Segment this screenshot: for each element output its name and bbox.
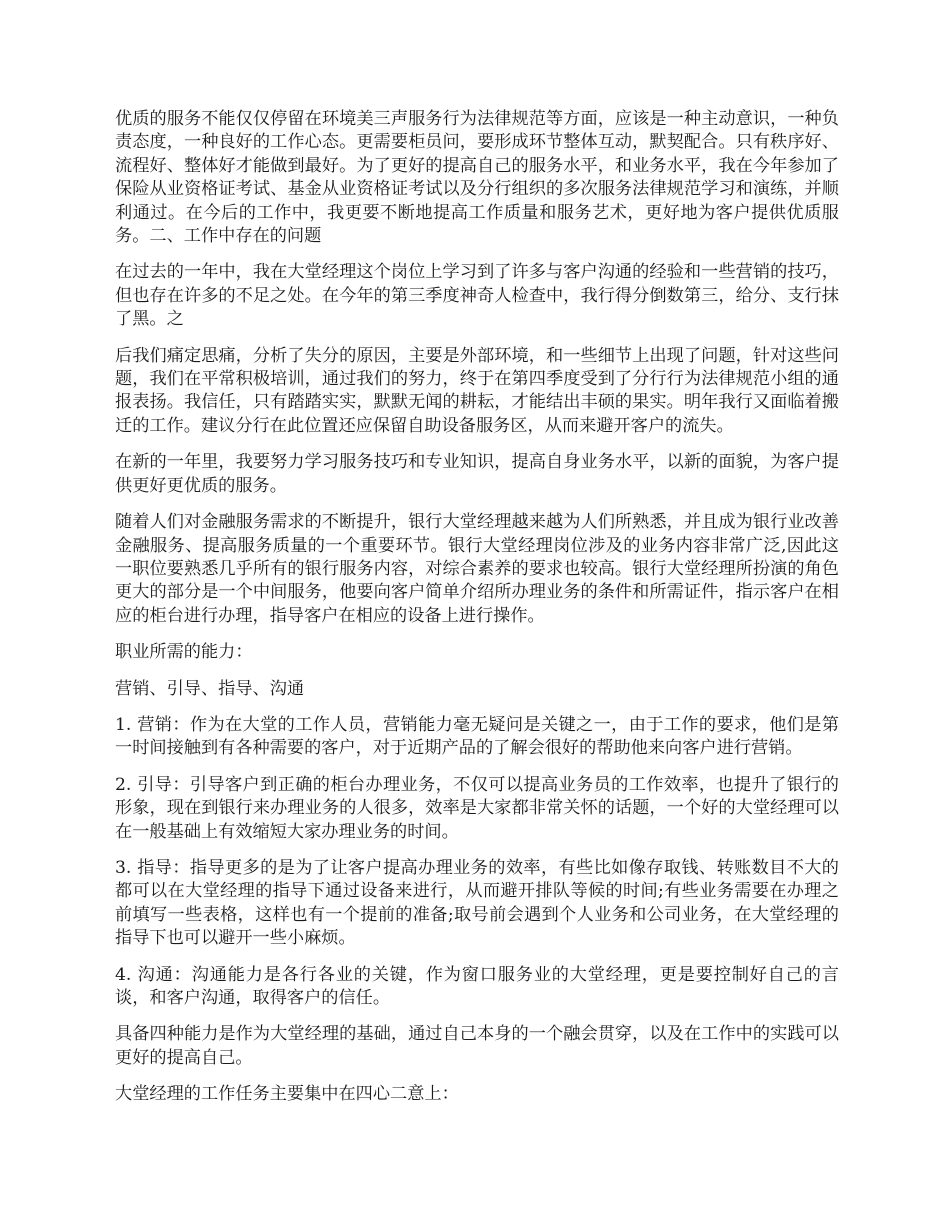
paragraph: 在新的一年里，我要努力学习服务技巧和专业知识，提高自身业务水平，以新的面貌，为客户提供更好更优质的服务。 (115, 452, 839, 496)
list-item: 1. 营销：作为在大堂的工作人员，营销能力毫无疑问是关键之一，由于工作的要求，他们是第一时间接触到有各种需要的客户，对于近期产品的了解会很好的帮助他来向客户进行营销。 (115, 714, 839, 759)
paragraph: 大堂经理的工作任务主要集中在四心二意上： (115, 1084, 459, 1105)
paragraph: 优质的服务不能仅仅停留在环境美三声服务行为法律规范等方面，应该是一种主动意识，一种负责态度，一种良好的工作心态。更需要柜员问，要形成环节整体互动，默契配合。只有秩序好、流程好、整体好才能做到最好。为了更好的提高自己的服务水平，和业务水平，我在今年参加了保险从业资格证考试、基金从业资格证考试以及分行组织的多次服务法律规范学习和演练，并顺利通过。在今后的工作中，我更要不断地提高工作质量和服务艺术，更好地为客户提供优质服务。二、工作中存在的问题 (115, 109, 839, 247)
list-item: 2. 引导：引导客户到正确的柜台办理业务，不仅可以提高业务员的工作效率，也提升了银行的形象，现在到银行来办理业务的人很多，效率是大家都非常关怀的话题，一个好的大堂经理可以在一般基础上有效缩短大家办理业务的时间。 (115, 774, 839, 842)
document-body (115, 108, 839, 1120)
list-item: 3. 指导：指导更多的是为了让客户提高办理业务的效率，有些比如像存取钱、转账数目不大的都可以在大堂经理的指导下通过设备来进行，从而避开排队等候的时间;有些业务需要在办理之前填写一些表格，这样也有一个提前的准备;取号前会遇到个人业务和公司业务，在大堂经理的指导下也可以避开一些小麻烦。 (115, 857, 839, 949)
list-item: 4. 沟通：沟通能力是各行各业的关键，作为窗口服务业的大堂经理，更是要控制好自己的言谈，和客户沟通，取得客户的信任。 (115, 964, 839, 1008)
section-heading: 职业所需的能力： (115, 642, 253, 663)
skills-list-summary: 营销、引导、指导、沟通 (115, 678, 305, 699)
paragraph: 后我们痛定思痛，分析了失分的原因，主要是外部环境，和一些细节上出现了问题，针对这些问题，我们在平常积极培训，通过我们的努力，终于在第四季度受到了分行行为法律规范小组的通报表扬。我信任，只有踏踏实实，默默无闻的耕耘，才能结出丰硕的果实。明年我行又面临着搬迁的工作。建议分行在此位置还应保留自助设备服务区，从而来避开客户的流失。 (115, 345, 839, 436)
paragraph: 具备四种能力是作为大堂经理的基础，通过自己本身的一个融会贯穿，以及在工作中的实践可以更好的提高自己。 (115, 1024, 839, 1068)
paragraph: 随着人们对金融服务需求的不断提升，银行大堂经理越来越为人们所熟悉，并且成为银行业改善金融服务、提高服务质量的一个重要环节。银行大堂经理岗位涉及的业务内容非常广泛,因此这一职位要熟悉几乎所有的银行服务内容，对综合素养的要求也较高。银行大堂经理所扮演的角色更大的部分是一个中间服务，他要向客户简单介绍所办理业务的条件和所需证件，指示客户在相应的柜台进行办理，指导客户在相应的设备上进行操作。 (115, 512, 839, 626)
paragraph: 在过去的一年中，我在大堂经理这个岗位上学习到了许多与客户沟通的经验和一些营销的技巧，但也存在许多的不足之处。在今年的第三季度神奇人检查中，我行得分倒数第三，给分、支行抹了黑。之 (115, 262, 839, 330)
